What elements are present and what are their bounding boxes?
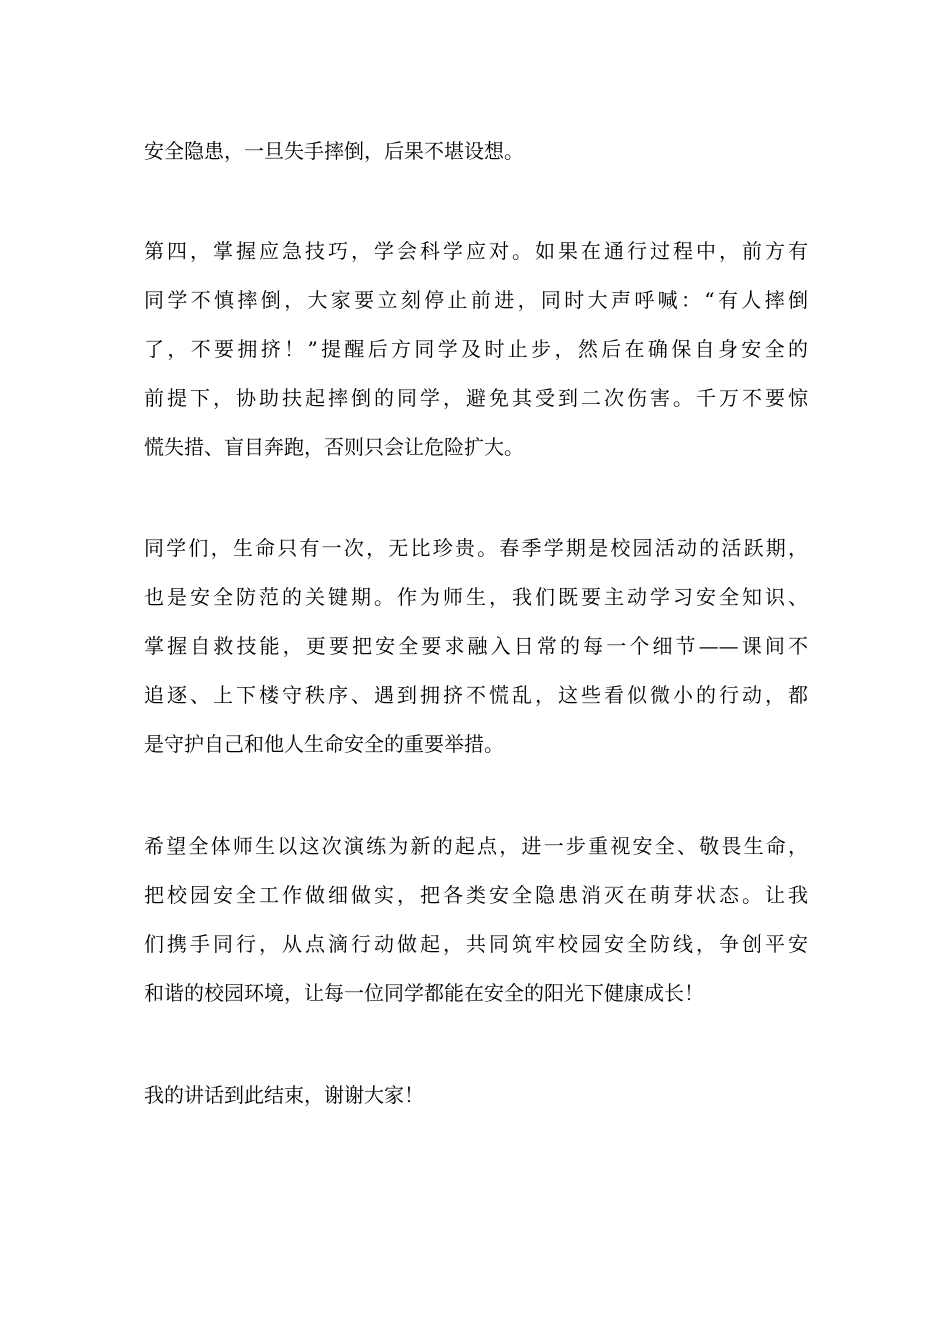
text-line: 和谐的校园环境，让每一位同学都能在安全的阳光下健康成长！ <box>144 981 704 1005</box>
text-line: 掌握自救技能，更要把安全要求融入日常的每一个细节——课间不 <box>144 634 808 658</box>
text-line: 是守护自己和他人生命安全的重要举措。 <box>144 732 504 756</box>
text-line: 我的讲话到此结束，谢谢大家！ <box>144 1083 424 1107</box>
text-line: 同学们，生命只有一次，无比珍贵。春季学期是校园活动的活跃期， <box>144 536 808 560</box>
text-line: 同学不慎摔倒，大家要立刻停止前进，同时大声呼喊：“有人摔倒 <box>144 288 808 312</box>
text-line: 希望全体师生以这次演练为新的起点，进一步重视安全、敬畏生命， <box>144 834 808 858</box>
text-line: 也是安全防范的关键期。作为师生，我们既要主动学习安全知识、 <box>144 585 808 609</box>
paragraph-2 <box>144 227 808 472</box>
text-line: 第四，掌握应急技巧，学会科学应对。如果在通行过程中，前方有 <box>144 239 808 263</box>
paragraph-4 <box>144 822 808 1018</box>
text-line: 安全隐患，一旦失手摔倒，后果不堪设想。 <box>144 139 524 163</box>
text-line: 把校园安全工作做细做实，把各类安全隐患消灭在萌芽状态。让我 <box>144 883 808 907</box>
paragraph-3 <box>144 524 808 769</box>
text-line: 慌失措、盲目奔跑，否则只会让危险扩大。 <box>144 435 524 459</box>
text-line: 前提下，协助扶起摔倒的同学，避免其受到二次伤害。千万不要惊 <box>144 386 808 410</box>
paragraph-5 <box>144 1071 808 1120</box>
text-line: 了，不要拥挤！”提醒后方同学及时止步，然后在确保自身安全的 <box>144 337 808 361</box>
text-line: 们携手同行，从点滴行动做起，共同筑牢校园安全防线，争创平安 <box>144 932 808 956</box>
paragraph-1 <box>144 127 808 176</box>
text-line: 追逐、上下楼守秩序、遇到拥挤不慌乱，这些看似微小的行动，都 <box>144 683 808 707</box>
